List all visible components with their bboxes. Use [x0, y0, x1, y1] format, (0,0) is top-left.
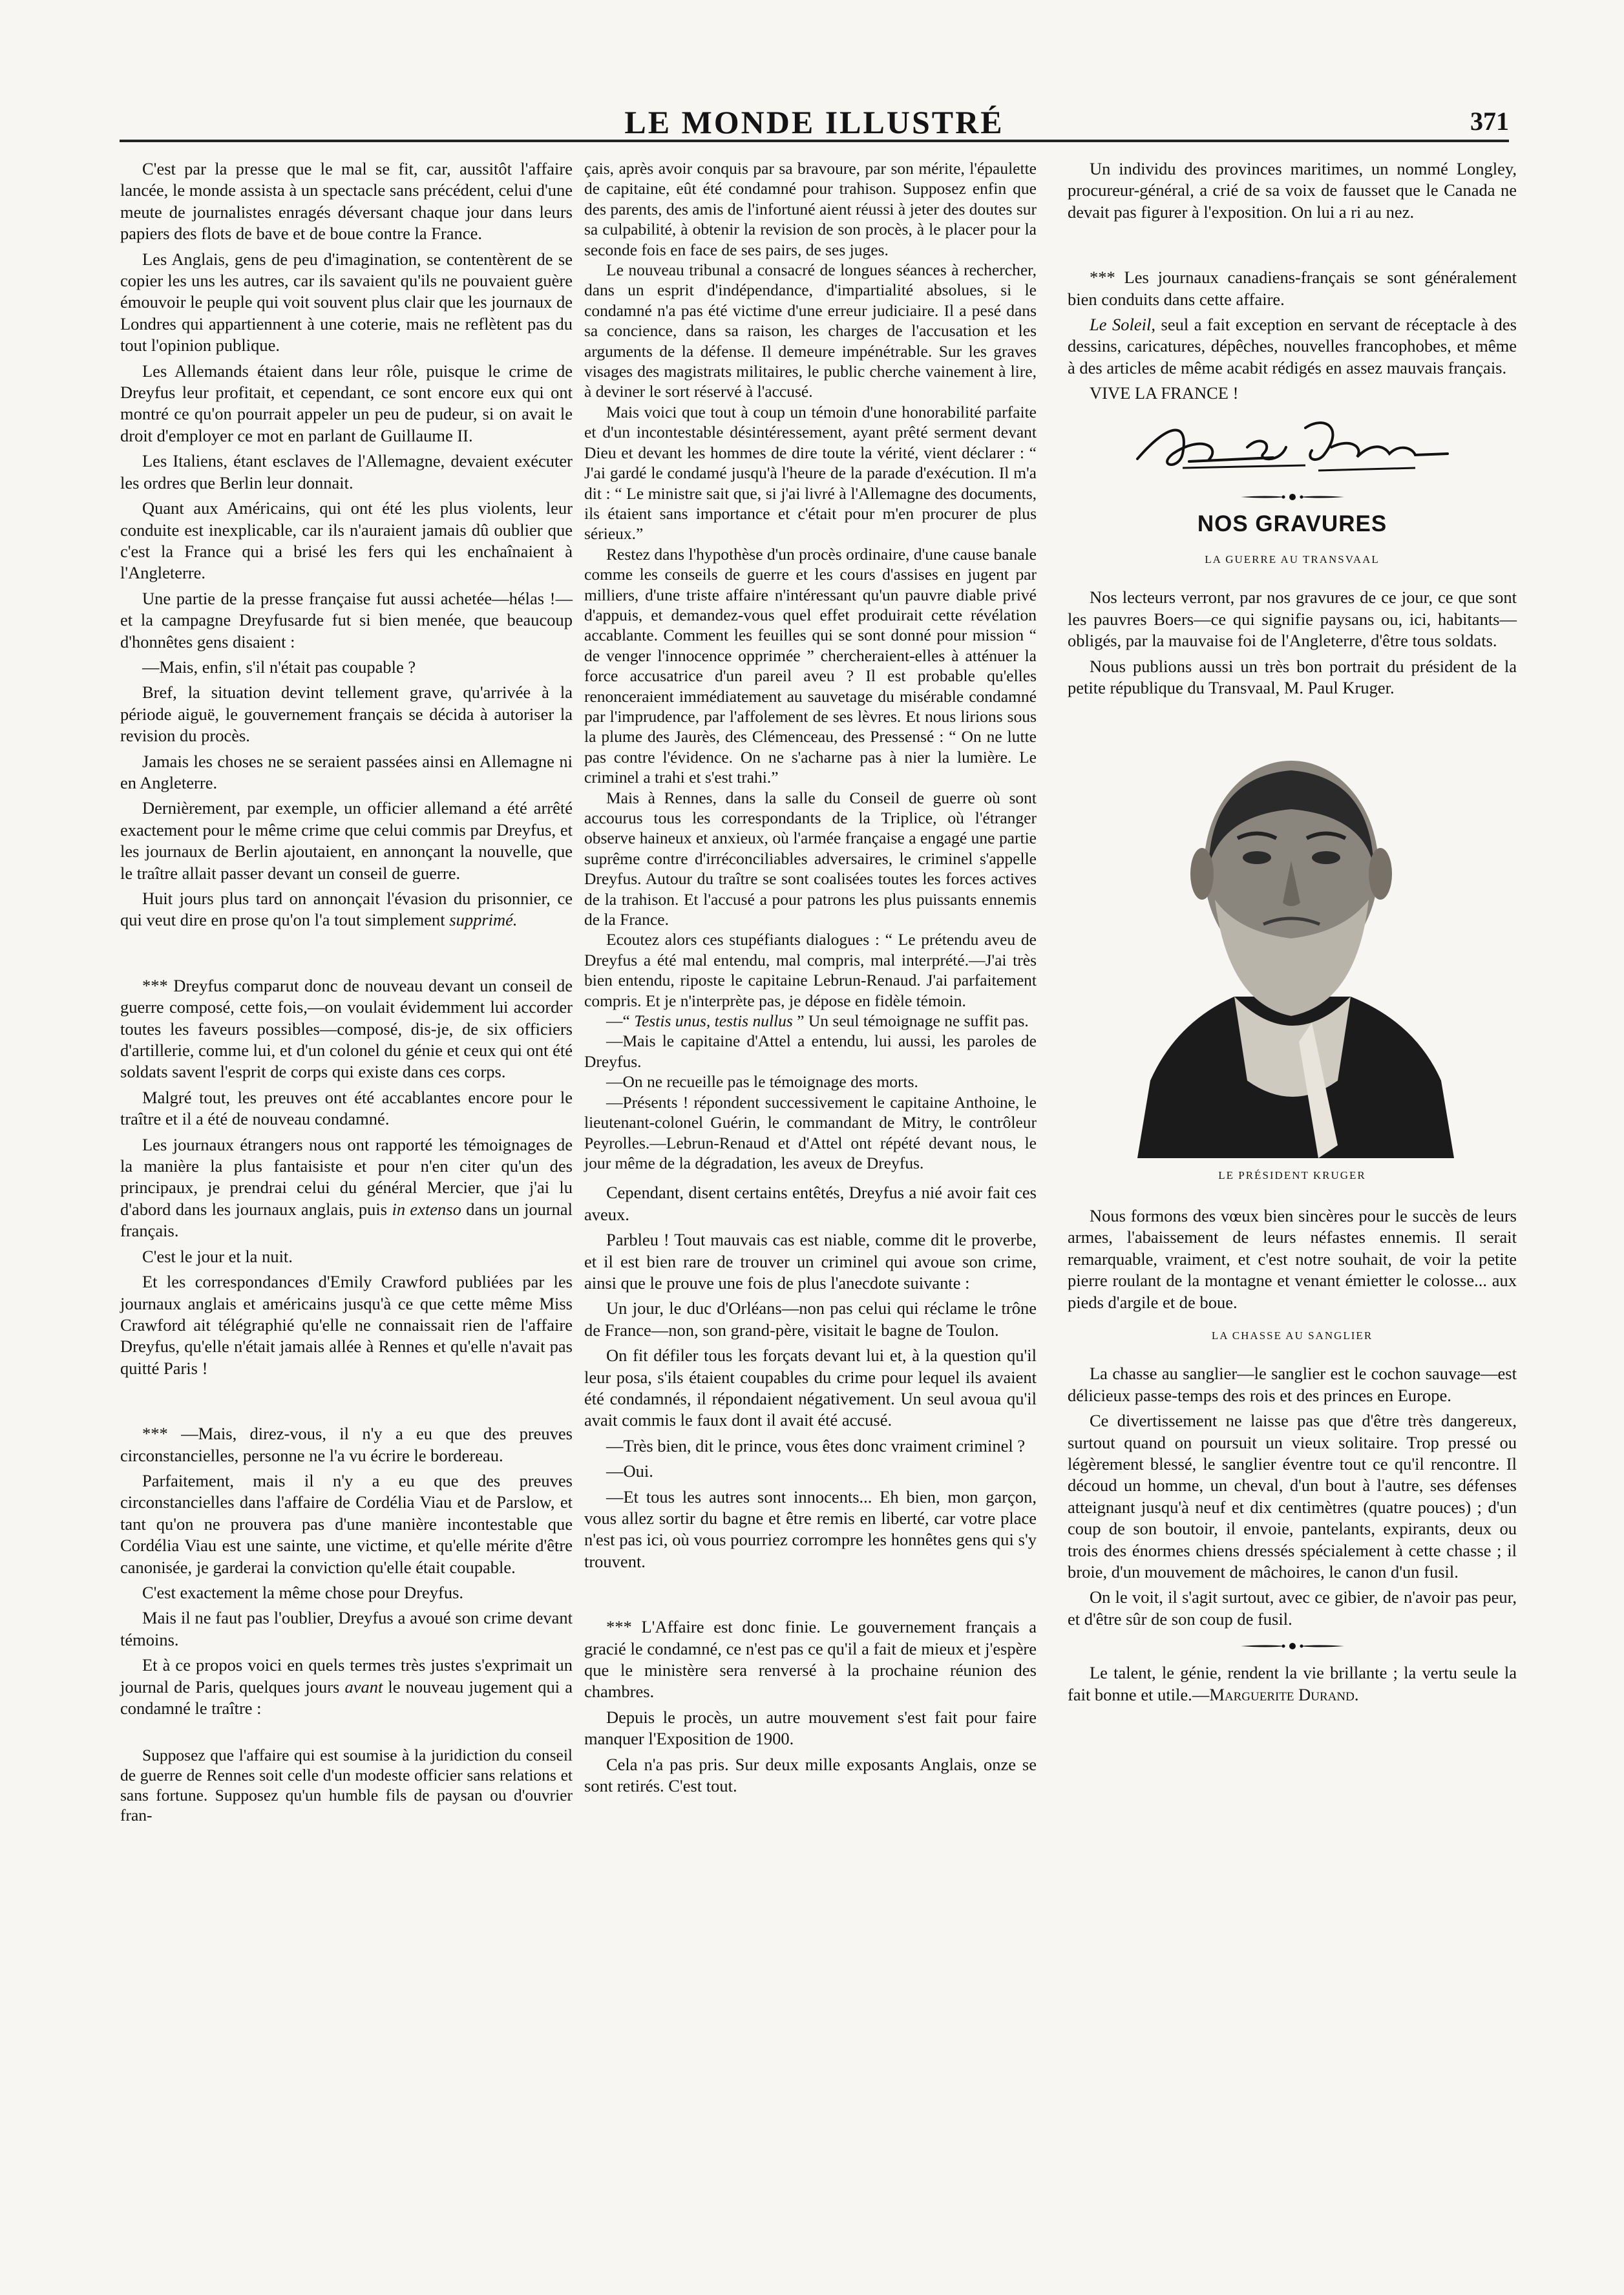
ornament-divider [1068, 1642, 1517, 1651]
text-run: Huit jours plus tard on annonçait l'évasion du prisonnier, ce qui veut dire en prose qu'on l'a tout simplement [120, 889, 573, 930]
paragraph: Quant aux Américains, qui ont été les plus violents, leur conduite est inexplicable, car ils n'auraient jamais dû oublier que c'est la France qui a brisé les fers qui les enchaînaient à l'Angleterre. [120, 498, 573, 583]
ornament-divider [1068, 492, 1517, 502]
section-title: NOS GRAVURES [1197, 511, 1387, 536]
paragraph: Nos lecteurs verront, par nos gravures de ce jour, ce que sont les pauvres Boers—ce qui signifie paysans ou, ici, habitants—obligés, par la mauvaise foi de l'Angleterre, d'être tous soldats. [1068, 587, 1517, 651]
paragraph: Et les correspondances d'Emily Crawford publiées par les journaux anglais et américains jusqu'à ce que cette même Miss Crawford ait télégraphié qu'elle ne connaissait rien de l'affaire Dreyfus, qu'elle n'était jamais allée à Rennes et qu'elle n'avait pas quitté Paris ! [120, 1272, 573, 1378]
paragraph: —Très bien, dit le prince, vous êtes donc vraiment criminel ? [606, 1435, 1026, 1455]
paragraph: Bref, la situation devint tellement grave, qu'arrivée à la période aiguë, le gouvernement français se décida à autoriser la revision du procès. [120, 682, 573, 746]
paragraph [120, 1655, 573, 1719]
quote-text: Le talent, le génie, rendent la vie brillante ; la vertu seule la fait bonne et utile.— [1068, 1663, 1517, 1704]
text-run: le nouveau jugement qui a condamné le traître : [120, 1676, 573, 1718]
paragraph: Restez dans l'hypothèse d'un procès ordinaire, d'une cause banale comme les conseils de guerre et les cours d'assises en jugent par milliers, d'une triste affaire n'intéressant qu'un pauvre diable privé d'appuis, et demandez-vous quel effet produirait cette révélation accablante. Comment les feuilles qui se sont donné pour mission “ de venger l'innocence opprimée ” chercheraient-elles à atténuer la force accusatrice d'un pareil aveu ? Il est probable qu'elles renonceraient immédiatement au sauvetage du misérable condamné par l'imprudence, par l'affolement de ses lèvres. Et nous lirions sous la plume des Jaurès, des Clémenceau, des Pressensé : “ On ne lutte pas contre l'évidence. On ne s'acharne pas à nier la lumière. Le criminel a trahi et s'est trahi.” [584, 544, 1037, 787]
paragraph: —Mais le capitaine d'Attel a entendu, lui aussi, les paroles de Dreyfus. [584, 1031, 1037, 1071]
paragraph: Les Anglais, gens de peu d'imagination, se contentèrent de se copier les uns les autres, car ils savaient qu'ils ne pouvaient guère émouvoir le peuple qui voit souvent plus clair que les journaux de Londres qui appartiennent à une coterie, mais ne reflètent pas du tout l'opinion publique. [120, 249, 573, 355]
italic-word: supprimé. [449, 910, 518, 930]
paragraph: —Mais, enfin, s'il n'était pas coupable ? [142, 657, 416, 677]
text-run: dans un journal français. [120, 1199, 573, 1241]
ornament-icon [1241, 492, 1344, 502]
paragraph: Les Allemands étaient dans leur rôle, puisque le crime de Dreyfus leur profitait, et cependant, ce sont encore eux qui ont montré ce qu'on pourrait appeler un peu de pudeur, si on avait le droit d'employer ce mot en parlant de Guillaume II. [120, 361, 573, 445]
text-run: —“ [606, 1011, 635, 1031]
paragraph: Parfaitement, mais il n'y a eu que des preuves circonstancielles dans l'affaire de Cordélia Viau et de Parslow, et tant qu'on ne prouvera pas d'une manière incontestable que Cordélia Viau est une sainte, une victime, et qu'elle mérite d'être canonisée, je garderai la conviction qu'elle était coupable. [120, 1470, 573, 1577]
closing-line: VIVE LA FRANCE ! [1090, 383, 1239, 403]
paragraph: Un jour, le duc d'Orléans—non pas celui qui réclame le trône de France—non, son grand-père, visitait le bagne de Toulon. [584, 1298, 1037, 1340]
paragraph: Malgré tout, les preuves ont été accablantes encore pour le traître et il a été de nouveau condamné. [120, 1087, 573, 1129]
paragraph: —Et tous les autres sont innocents... Eh bien, mon garçon, vous allez sortir du bagne et être remis en liberté, car votre place n'est pas ici, où vous pourriez corrompre les honnêtes gens qui s'y trouvent. [584, 1486, 1037, 1571]
signature-image [1112, 408, 1473, 480]
paragraph: *** —Mais, direz-vous, il n'y a eu que des preuves circonstancielles, personne ne l'a vu écrire le bordereau. [120, 1424, 573, 1465]
paragraph: Ecoutez alors ces stupéfiants dialogues : “ Le prétendu aveu de Dreyfus a été mal entendu, mal compris, mal interprété.—J'ai très bien entendu, riposte le capitaine Lebrun-Renaud. J'ai parfaitement compris. Et je n'interprète pas, je dépose en fidèle témoin. [584, 930, 1037, 1010]
paragraph: Depuis le procès, un autre mouvement s'est fait pour faire manquer l'Exposition de 1900. [584, 1707, 1037, 1749]
paragraph: Mais à Rennes, dans la salle du Conseil de guerre où sont accourus tous les correspondants de la Triplice, où l'étranger observe haineux et anxieux, où l'armée française a engagé une partie suprême contre d'irréconciliables adversaires, le criminel s'appelle Dreyfus. Autour du traître se sont coalisées toutes les forces actives de la trahison. Et l'accusé a pour patrons les plus puissants ennemis de la France. [584, 788, 1037, 929]
paragraph [120, 888, 573, 931]
signature [1068, 408, 1517, 480]
paragraph: Mais il ne faut pas l'oublier, Dreyfus a avoué son crime devant témoins. [120, 1608, 573, 1649]
quoted-paragraph: Supposez que l'affaire qui est soumise à la juridiction du conseil de guerre de Rennes soit celle d'un modeste officier sans relations et sans fortune. Supposez qu'un humble fils de paysan ou d'ouvrier fran- [120, 1746, 573, 1825]
text-run: seul a fait exception en servant de réceptacle à des dessins, caricatures, dépêches, nouvelles francophobes, et même à des articles de même acabit rédigés en assez mauvais français. [1068, 315, 1517, 377]
paragraph: Dernièrement, par exemple, un officier allemand a été arrêté exactement pour le même crime que celui commis par Dreyfus, et les journaux de Berlin ajoutaient, en annonçant la nouvelle, que le traître allait passer devant un conseil de guerre. [120, 798, 573, 883]
italic-word: avant [344, 1676, 383, 1697]
paragraph: çais, après avoir conquis par sa bravoure, par son mérite, l'épaulette de capitaine, eût été condamné pour trahison. Supposez enfin que des parents, des amis de l'infortuné aient réussi à jeter des doutes sur sa culpabilité, à obtenir la revision de son procès, à le placer pour la seconde fois en face de ses pairs, de ses juges. [584, 159, 1037, 259]
italic-phrase: in extenso [392, 1199, 461, 1219]
paragraph [584, 1011, 1037, 1031]
paragraph: *** Dreyfus comparut donc de nouveau devant un conseil de guerre composé, cette fois,—on voulait évidemment lui accorder toutes les faveurs possibles—composé, dis-je, de six officiers d'artillerie, comme lui, et d'un colonel du génie et ceux qui ont été soldats savent l'esprit de corps qui existe dans ces corps. [120, 975, 573, 1082]
subheading: LA GUERRE AU TRANSVAAL [1205, 553, 1380, 566]
quote-author: Marguerite Durand. [1209, 1684, 1359, 1704]
paragraph: Nous publions aussi un très bon portrait du président de la petite république du Transvaal, M. Paul Kruger. [1068, 656, 1517, 698]
column-3 [1068, 158, 1517, 1709]
paragraph: Le nouveau tribunal a consacré de longues séances à rechercher, dans un esprit d'indépendance, d'impartialité absolues, si le condamné n'a pas été victime d'une erreur judiciaire. Il a pesé dans sa concience, dans sa raison, les charges de l'accusation et les arguments de la défense. Il demeure impénétrable. Sur les graves visages des magistrats militaires, le public cherche vainement à lire, à deviner le sort réservé à l'accusé. [584, 260, 1037, 401]
portrait-caption: LE PRÉSIDENT KRUGER [1218, 1169, 1366, 1181]
paragraph: Cependant, disent certains entêtés, Dreyfus a nié avoir fait ces aveux. [584, 1183, 1037, 1224]
paragraph [1068, 314, 1517, 379]
paragraph: Nous formons des vœux bien sincères pour le succès de leurs armes, l'abaissement de leurs néfastes ennemis. Il serait remarquable, vraiment, et c'est notre souhait, de voir la petite pierre roulant de la montagne et venant émietter le colosse... aux pieds d'argile et de boue. [1068, 1205, 1517, 1312]
column-2 [584, 158, 1037, 1801]
paragraph [120, 1134, 573, 1242]
text-run: Et à ce propos voici en quels termes très justes s'exprimait un journal de Paris, quelques jours [120, 1655, 573, 1697]
masthead: LE MONDE ILLUSTRÉ [624, 104, 1004, 140]
text-run: Les journaux étrangers nous ont rapporté les témoignages de la manière la plus fantaisiste et pour n'en citer qu'un des principaux, je prendrai celui du général Mercier, que j'ai lu d'abord dans les journaux anglais, puis [120, 1134, 573, 1219]
paragraph: Un individu des provinces maritimes, un nommé Longley, procureur-général, a crié de sa voix de fausset que le Canada ne devait pas figurer à l'exposition. On lui a ri au nez. [1068, 159, 1517, 222]
paragraph: Parbleu ! Tout mauvais cas est niable, comme dit le proverbe, et il est bien rare de trouver un criminel qui avoue son crime, ainsi que le prouve une fois de plus l'anecdote suivante : [584, 1230, 1037, 1293]
paragraph: Jamais les choses ne se seraient passées ainsi en Allemagne ni en Angleterre. [120, 751, 573, 792]
paragraph: Ce divertissement ne laisse pas que d'être très dangereux, surtout quand on poursuit un vieux solitaire. Trop pressé ou légèrement blessé, le sanglier éventre tout ce qu'il rencontre. Il découd un homme, un cheval, d'un bout à l'autre, ses défenses atteignant jusqu'à neuf et dix centimètres (quatre pouces) ; d'un coup de son boutoir, il envoie, pantelants, expirants, deux ou trois des énormes chiens dressés spécialement à cette chasse ; il broie, d'un mouvement de mâchoires, le canon d'un fusil. [1068, 1411, 1517, 1581]
paragraph: On fit défiler tous les forçats devant lui et, à la question qu'il leur posa, s'ils étaient coupables du crime pour lequel ils avaient été condamnés, il répondaient négativement. Un seul avoua qu'il avait commis le faux dont il avait été accusé. [584, 1346, 1037, 1430]
subheading: LA CHASSE AU SANGLIER [1211, 1329, 1373, 1342]
newspaper-name: Le Soleil, [1090, 315, 1155, 335]
paragraph: —On ne recueille pas le témoignage des morts. [606, 1072, 918, 1092]
paragraph: C'est par la presse que le mal se fit, car, aussitôt l'affaire lancée, le monde assista à un spectacle sans précédent, celui d'une meute de journalistes enragés déversant chaque jour dans leurs papiers des flots de bave et de boue contre la France. [120, 159, 573, 244]
column-1 [120, 158, 573, 1829]
paragraph: On le voit, il s'agit surtout, avec ce gibier, de n'avoir pas peur, et d'être sûr de son coup de fusil. [1068, 1587, 1517, 1629]
paragraph: Cela n'a pas pris. Sur deux mille exposants Anglais, onze se sont retirés. C'est tout. [584, 1754, 1037, 1796]
portrait-engraving [1124, 719, 1461, 1158]
text-run: ” Un seul témoignage ne suffit pas. [792, 1011, 1029, 1031]
paragraph: C'est exactement la même chose pour Dreyfus. [142, 1582, 464, 1602]
paragraph: *** Les journaux canadiens-français se sont généralement bien conduits dans cette affaire. [1068, 268, 1517, 309]
paragraph: Une partie de la presse française fut aussi achetée—hélas !—et la campagne Dreyfusarde fut si bien menée, que beaucoup d'honnêtes gens disaient : [120, 588, 573, 651]
ornament-icon [1241, 1642, 1344, 1651]
paragraph: C'est le jour et la nuit. [142, 1246, 293, 1266]
paragraph: Mais voici que tout à coup un témoin d'une honorabilité parfaite et d'un incontestable désintéressement, ayant prêté serment devant Dieu et devant les hommes de dire toute la vérité, vient déclarer : “ J'ai gardé le condamé jusqu'à l'heure de la parade d'exécution. Il m'a dit : “ Le ministre sait que, si j'ai livré à l'Allemagne des documents, ils étaient sans importance et c'était pour m'en procurer de plus sérieux.” [584, 402, 1037, 544]
kruger-portrait [1068, 719, 1517, 1158]
page-number: 371 [1470, 107, 1509, 136]
latin-phrase: Testis unus, testis nullus [634, 1011, 793, 1031]
page-header [120, 103, 1509, 142]
paragraph: La chasse au sanglier—le sanglier est le cochon sauvage—est délicieux passe-temps des rois et des princes en Europe. [1068, 1364, 1517, 1405]
paragraph: *** L'Affaire est donc finie. Le gouvernement français a gracié le condamné, ce n'est pas ce qu'il a fait de mieux et j'espère que le ministère sera renversé à la prochaine réunion des chambres. [584, 1617, 1037, 1702]
quote [1068, 1662, 1517, 1706]
paragraph: Les Italiens, étant esclaves de l'Allemagne, devaient exécuter les ordres que Berlin leur donnait. [120, 451, 573, 492]
paragraph: —Présents ! répondent successivement le capitaine Anthoine, le lieutenant-colonel Guérin, le commandant de Mitry, le contrôleur Peyrolles.—Lebrun-Renaud et d'Attel ont répété devant nous, le jour même de la dégradation, les aveux de Dreyfus. [584, 1092, 1037, 1172]
paragraph: —Oui. [606, 1461, 653, 1481]
